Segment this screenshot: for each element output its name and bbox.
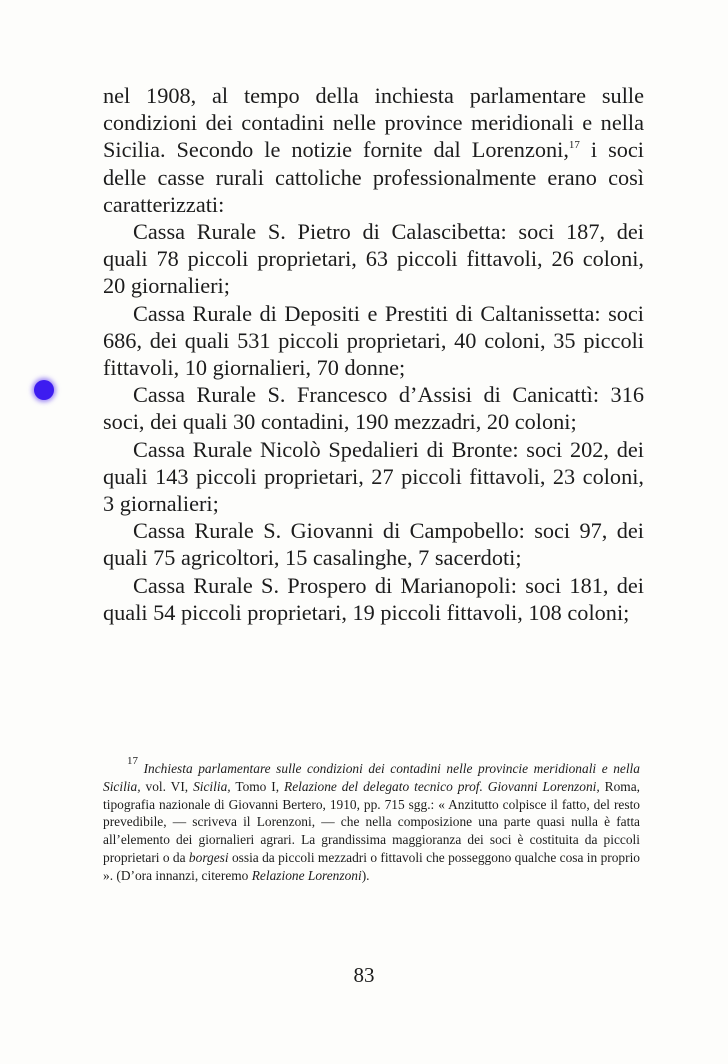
paragraph-caltanissetta: Cassa Rurale di Depositi e Prestiti di Caltanissetta: soci 686, dei quali 531 piccoli proprietari, 40 coloni, 35 piccoli fittavoli, 10 giornalieri, 70 donne; xyxy=(103,300,644,381)
footnote-borgesi: borgesi xyxy=(188,849,229,865)
footnote-publisher: Roma, tipografia nazionale di Giovanni Bertero, 1910, pp. 715 sgg.: « Anzitutto colpisce il fatto, del resto prevedibile, — scriveva il Lorenzoni, — che nella composizione una parte quasi nulla è fatta all’elemento dei giornalieri agrari. La grandissima maggioranza dei soci è costituita da piccoli proprietari o da xyxy=(103,778,640,865)
footnote-vol: vol. VI, xyxy=(140,778,194,794)
footnote-ref: 17 xyxy=(568,139,580,152)
page-number: 83 xyxy=(353,963,375,987)
footnote-tail: ossia da piccoli mezzadri o fittavoli che posseggono qualche cosa in proprio ». (D’ora innanzi, citeremo xyxy=(103,849,640,883)
paragraph-intro xyxy=(103,82,644,218)
paragraph-marianopoli: Cassa Rurale S. Prospero di Marianopoli: soci 181, dei quali 54 piccoli proprietari, 19 piccoli fittavoli, 108 coloni; xyxy=(103,572,644,625)
paragraph-bronte: Cassa Rurale Nicolò Spedalieri di Bronte: soci 202, dei quali 143 piccoli proprietari, 27 piccoli fittavoli, 23 coloni, 3 giornalieri; xyxy=(103,436,644,517)
paragraph-canicatti: Cassa Rurale S. Francesco d’Assisi di Canicattì: 316 soci, dei quali 30 contadini, 190 mezzadri, 20 coloni; xyxy=(103,382,644,435)
paragraph-calascibetta: Cassa Rurale S. Pietro di Calascibetta: soci 187, dei quali 78 piccoli proprietari, 63 piccoli fittavoli, 26 coloni, 20 giornalieri; xyxy=(103,219,644,299)
footnote-sicilia: Sicilia, xyxy=(193,778,231,794)
footnote-tomo: Tomo I, xyxy=(230,778,285,794)
footnote-title: Inchiesta parlamentare sulle condizioni dei contadini nelle provincie meridionali e nella Sicilia, xyxy=(103,761,640,794)
footnote-end: ). xyxy=(361,867,370,883)
main-text xyxy=(103,82,644,626)
intro-text-cont: i soci delle casse rurali cattoliche professionalmente erano così caratterizzati: xyxy=(103,137,644,217)
footnote-relazione-short: Relazione Lorenzoni xyxy=(251,867,362,883)
footnote-text xyxy=(103,755,640,885)
paragraph-campobello: Cassa Rurale S. Giovanni di Campobello: soci 97, dei quali 75 agricoltori, 15 casalinghe, 7 sacerdoti; xyxy=(103,518,644,571)
footnote-relazione: Relazione del delegato tecnico prof. Giovanni Lorenzoni, xyxy=(284,778,600,794)
page-body xyxy=(103,82,644,626)
footnote-number: 17 xyxy=(127,755,138,767)
footnote xyxy=(103,755,640,885)
blue-marker-dot xyxy=(34,380,54,400)
intro-text: nel 1908, al tempo della inchiesta parlamentare sulle condizioni dei contadini nelle province meridionali e nella Sicilia. Secondo le notizie fornite dal Lorenzoni, xyxy=(103,83,644,163)
